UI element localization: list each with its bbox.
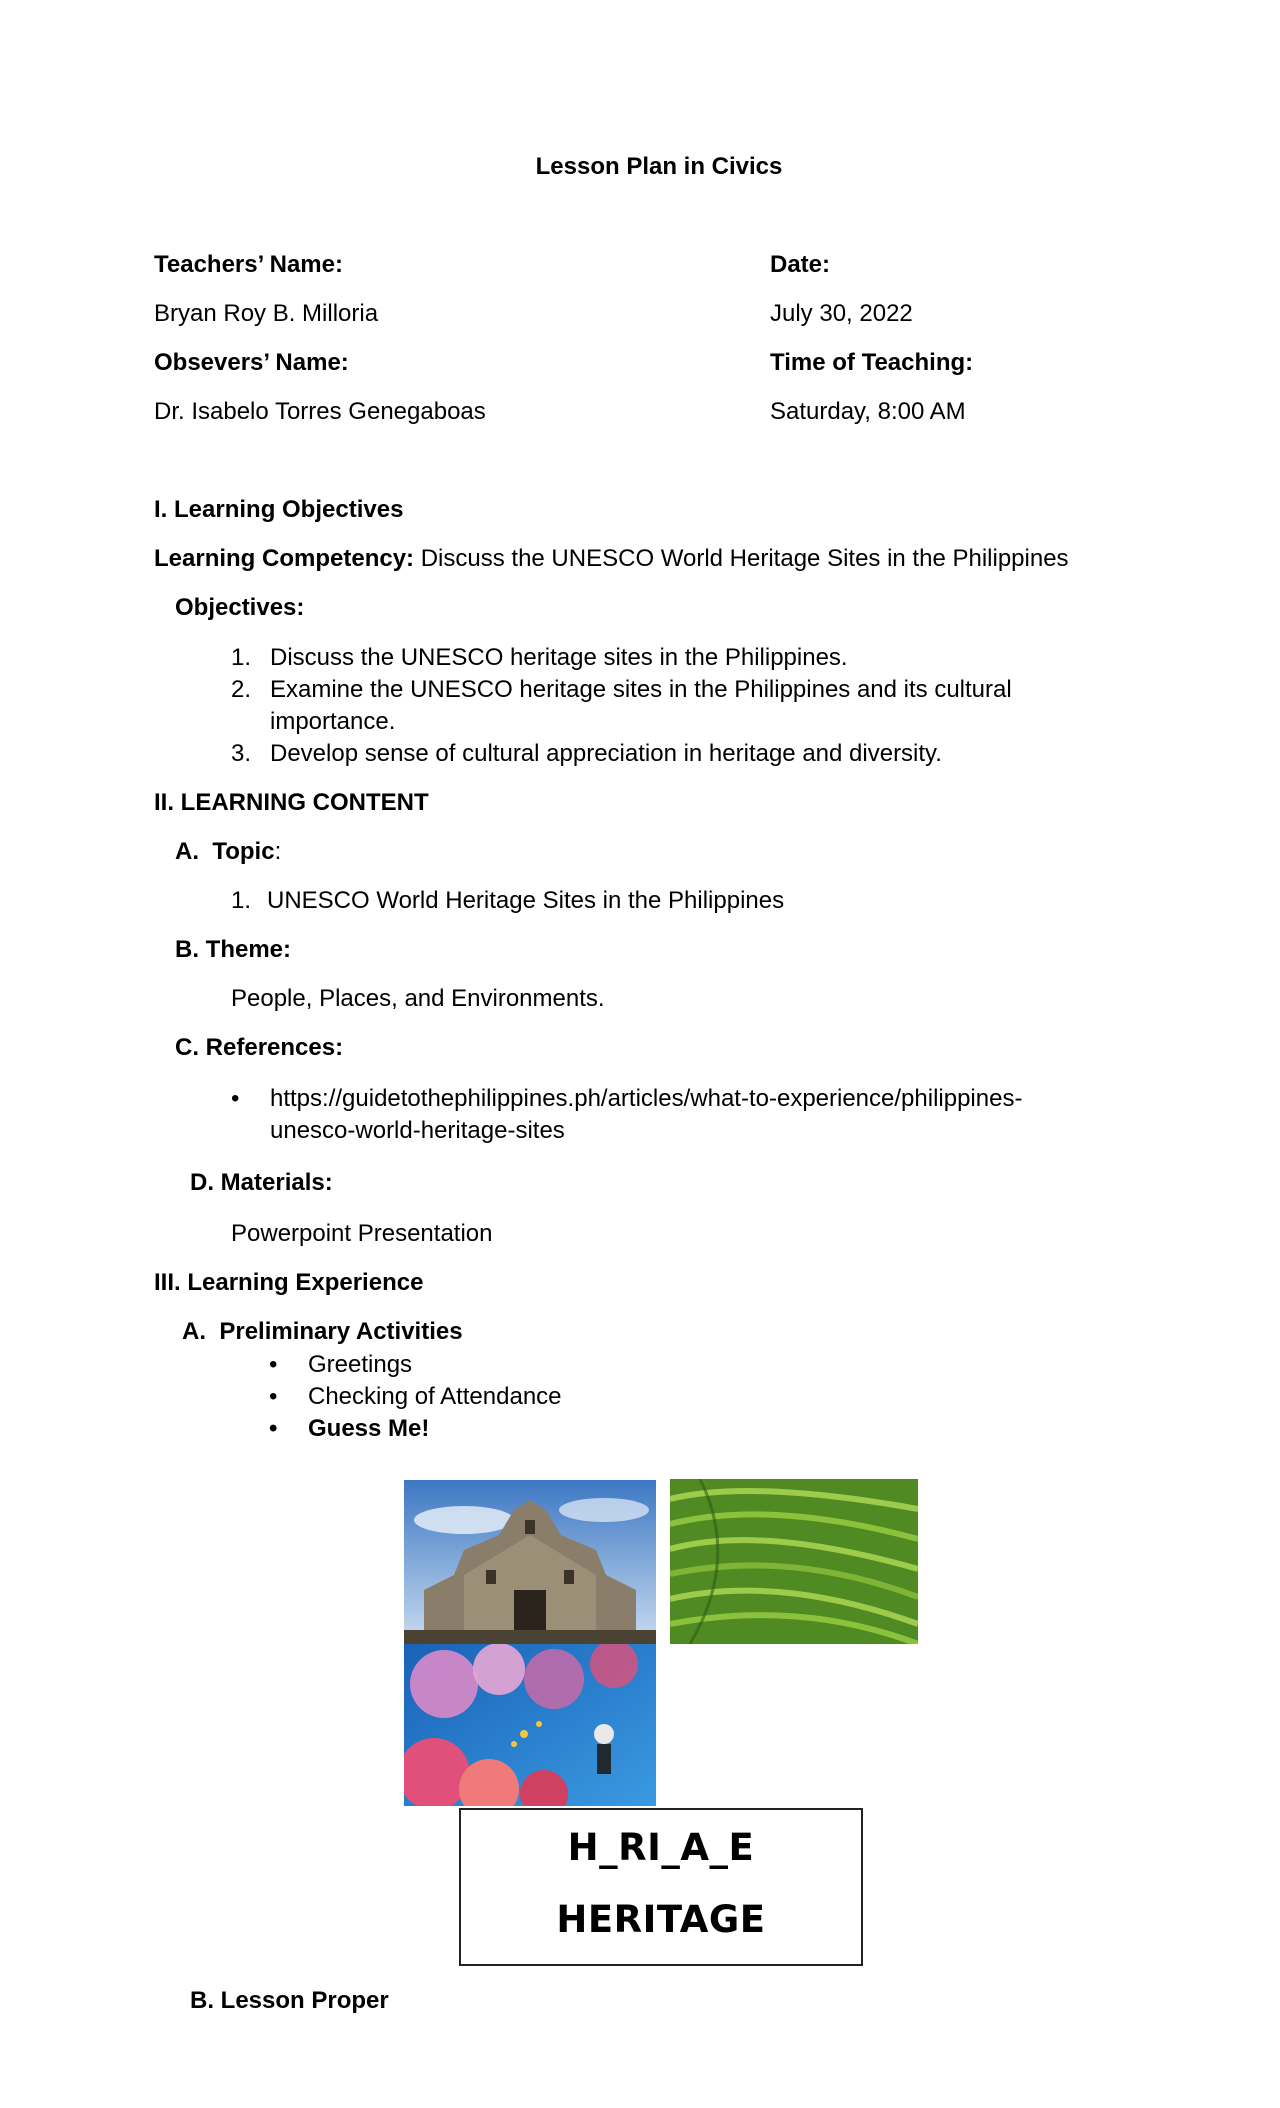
bullet-icon: • [269,1383,278,1410]
section-heading-experience: III. Learning Experience [154,1269,424,1296]
topic-colon: : [274,838,282,865]
objective-number: 2. [231,676,252,703]
date-label: Date: [770,251,831,278]
bullet-icon: • [231,1085,240,1112]
teachers-name-label: Teachers’ Name: [154,251,343,278]
materials-label: D. Materials: [190,1169,333,1196]
bullet-icon: • [269,1351,278,1378]
preliminary-letter: A. [182,1318,206,1345]
teachers-name-value: Bryan Roy B. Milloria [154,300,379,327]
objective-number: 1. [231,644,252,671]
topic-item: UNESCO World Heritage Sites in the Philippines [267,887,785,914]
time-label: Time of Teaching: [770,349,974,376]
bullet-item-guess-me: Guess Me! [308,1415,430,1442]
preliminary-heading [182,1317,463,1347]
bullet-item: Greetings [308,1351,413,1378]
section-heading-content: II. LEARNING CONTENT [154,789,429,816]
objectives-label: Objectives: [175,594,305,621]
observers-name-label: Obsevers’ Name: [154,349,349,376]
guess-answer: HERITAGE [556,1898,766,1941]
rice-terraces-image [670,1479,918,1644]
bullet-item: Checking of Attendance [308,1383,562,1410]
reference-link-continued[interactable]: unesco-world-heritage-sites [270,1117,565,1144]
bullet-icon: • [269,1415,278,1442]
church-image [404,1480,656,1644]
objective-text: Discuss the UNESCO heritage sites in the Philippines. [270,644,848,671]
learning-competency [154,544,1069,574]
competency-text: Discuss the UNESCO World Heritage Sites in the Philippines [414,545,1069,572]
coral-reef-image [404,1644,656,1806]
observers-name-value: Dr. Isabelo Torres Genegaboas [154,398,486,425]
guess-me-box [459,1808,863,1966]
objective-text: Examine the UNESCO heritage sites in the Philippines and its cultural [270,676,1012,703]
materials-text: Powerpoint Presentation [231,1220,493,1247]
topic-heading [175,837,281,867]
time-value: Saturday, 8:00 AM [770,398,966,425]
topic-number: 1. [231,887,252,914]
topic-label: Topic [212,838,275,865]
objective-text: Develop sense of cultural appreciation in heritage and diversity. [270,740,942,767]
objective-text-continued: importance. [270,708,396,735]
topic-letter: A. [175,838,199,865]
theme-text: People, Places, and Environments. [231,985,605,1012]
reference-link[interactable]: https://guidetothephilippines.ph/articles/what-to-experience/philippines- [270,1085,1023,1112]
references-label: C. References: [175,1034,344,1061]
competency-label: Learning Competency: [154,545,415,572]
guess-puzzle: H_RI_A_E [567,1826,755,1869]
preliminary-label: Preliminary Activities [219,1318,463,1345]
objective-number: 3. [231,740,252,767]
date-value: July 30, 2022 [770,300,913,327]
section-heading-objectives: I. Learning Objectives [154,496,404,523]
lesson-proper-heading: B. Lesson Proper [190,1987,389,2014]
page-title: Lesson Plan in Civics [535,153,783,180]
theme-label: B. Theme: [175,936,292,963]
